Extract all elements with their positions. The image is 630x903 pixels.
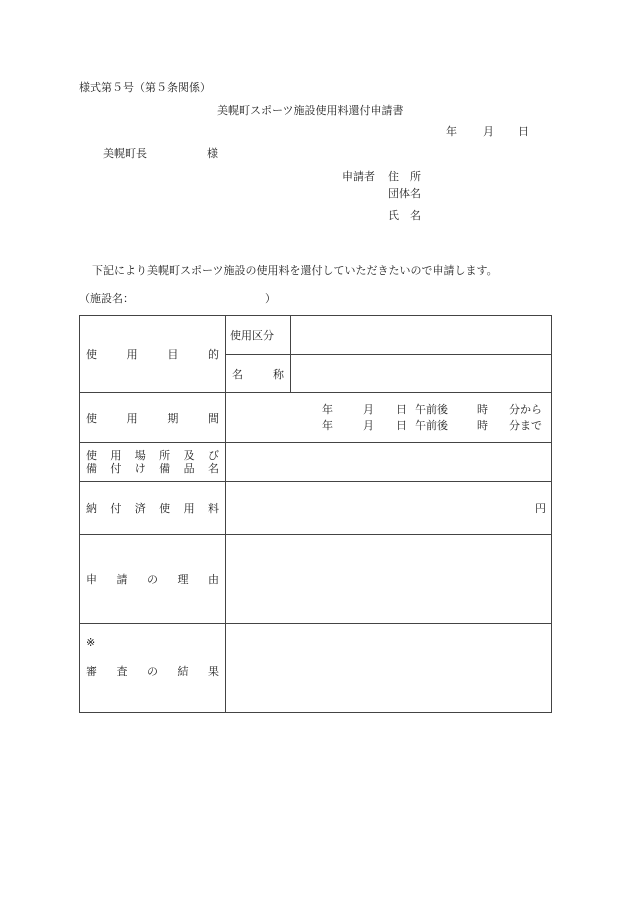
to-hour: 時 — [477, 418, 488, 432]
period-value-cell[interactable] — [226, 393, 552, 443]
reason-value-cell[interactable] — [226, 535, 552, 624]
document-title: 美幌町スポーツ施設使用料還付申請書 — [217, 104, 404, 117]
date-year-label: 年 — [446, 125, 457, 138]
reason-label-cell — [80, 535, 226, 624]
to-day: 日 — [396, 418, 407, 432]
intro-statement: 下記により美幌町スポーツ施設の使用料を還付していただきたいので申請します。 — [92, 264, 498, 277]
review-label-cell — [80, 624, 226, 713]
addressee-honorific: 様 — [207, 147, 218, 160]
from-minute: 分から — [509, 402, 542, 416]
review-value-cell — [226, 624, 552, 713]
fee-value-cell[interactable] — [226, 482, 552, 535]
applicant-name-label: 氏 名 — [388, 209, 421, 222]
name-label: 名 称 — [232, 367, 284, 381]
place-value-cell[interactable] — [226, 443, 552, 482]
from-ampm: 午前後 — [415, 402, 448, 416]
place-label-line2: 備 付 け 備 品 名 — [86, 462, 219, 475]
fee-label-cell — [80, 482, 226, 535]
from-year: 年 — [322, 402, 333, 416]
fee-label: 納 付 済 使 用 料 — [86, 502, 219, 515]
from-hour: 時 — [477, 402, 488, 416]
applicant-label: 申請者 — [342, 170, 375, 183]
application-table — [79, 315, 552, 713]
to-ampm: 午前後 — [415, 418, 448, 432]
date-day-label: 日 — [518, 125, 529, 138]
review-mark: ※ — [86, 636, 96, 649]
category-label-cell — [226, 316, 291, 355]
from-month: 月 — [363, 402, 374, 416]
purpose-label-cell — [80, 316, 226, 393]
facility-name-close: ） — [265, 292, 276, 305]
purpose-label: 使 用 目 的 — [86, 348, 219, 361]
to-year: 年 — [322, 418, 333, 432]
to-month: 月 — [363, 418, 374, 432]
date-month-label: 月 — [483, 125, 494, 138]
place-label-cell — [80, 443, 226, 482]
name-label-cell — [226, 355, 291, 393]
addressee: 美幌町長 — [103, 147, 147, 160]
from-day: 日 — [396, 402, 407, 416]
category-label: 使用区分 — [230, 329, 274, 342]
to-minute: 分まで — [509, 418, 542, 432]
fee-unit: 円 — [535, 502, 546, 515]
form-number: 様式第５号（第５条関係） — [79, 81, 211, 94]
period-label-cell — [80, 393, 226, 443]
name-value-cell[interactable] — [291, 355, 552, 393]
period-label: 使 用 期 間 — [86, 411, 219, 425]
place-label-line1: 使 用 場 所 及 び — [86, 449, 219, 462]
reason-label: 申 請 の 理 由 — [86, 573, 219, 586]
review-label: 審 査 の 結 果 — [86, 665, 219, 678]
category-value-cell[interactable] — [291, 316, 552, 355]
group-name-label: 団体名 — [388, 187, 421, 200]
facility-name-open: （施設名： — [79, 292, 134, 305]
address-label: 住 所 — [388, 170, 421, 183]
